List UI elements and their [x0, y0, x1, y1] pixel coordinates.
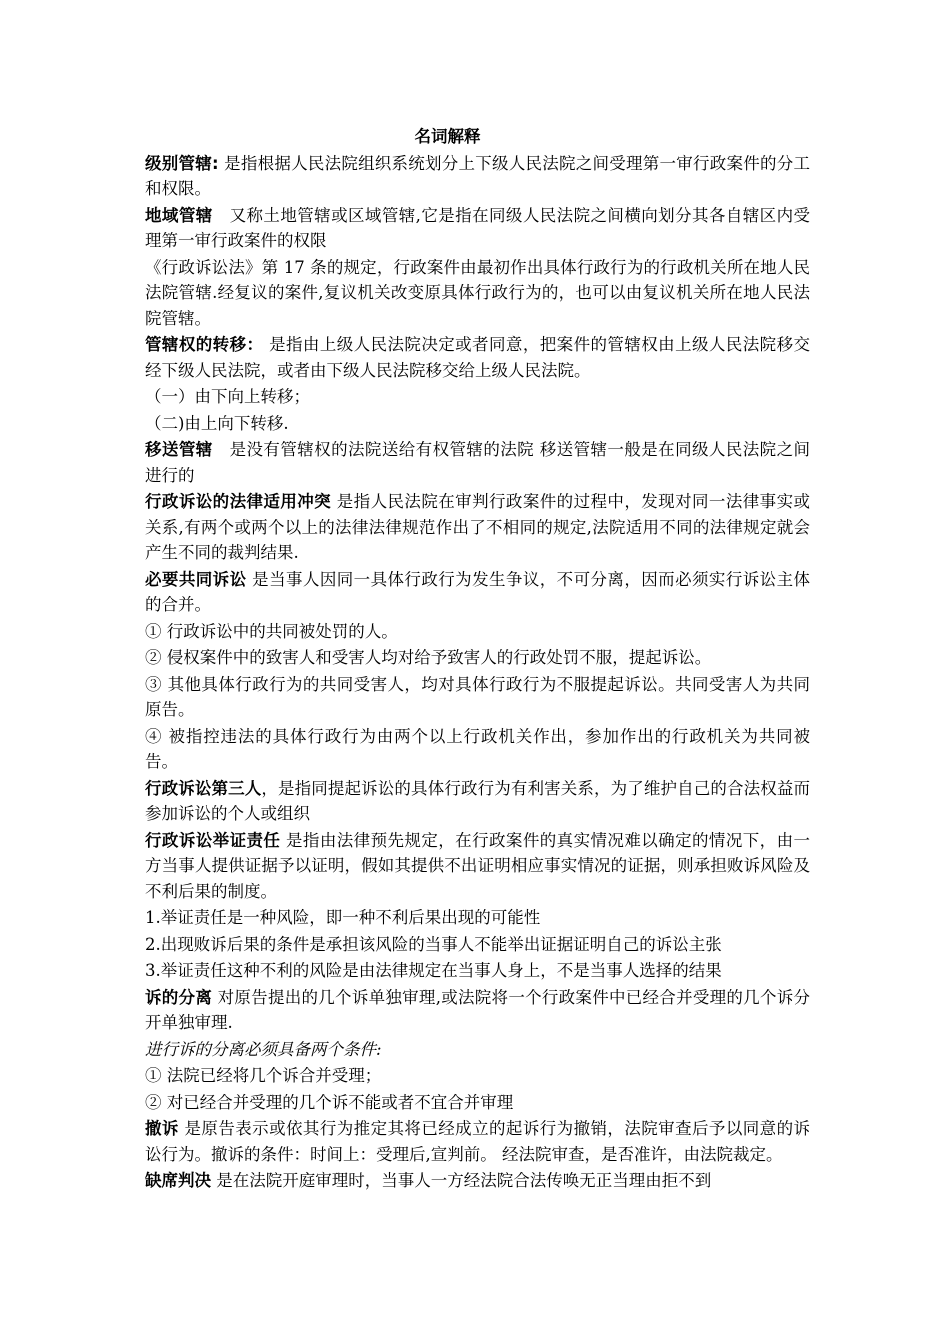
paragraph-text: 是指人民法院在审判行政案件的过程中，发现对同一法律事实或关系,有两个或两个以上的法律法律规范作出了不相同的规定,法院适用不同的法律规定就会产生不同的裁判结果. — [145, 492, 811, 562]
document-body — [145, 151, 810, 1194]
paragraph-text: 是指根据人民法院组织系统划分上下级人民法院之间受理第一审行政案件的分工和权限。 — [145, 153, 810, 198]
paragraph-text: 1.举证责任是一种风险，即一种不利后果出现的可能性 — [145, 908, 541, 927]
term-label: 地域管辖 — [145, 205, 213, 225]
paragraph-text: ① 行政诉讼中的共同被处罚的人。 — [145, 621, 398, 641]
paragraph-text: 3.举证责任这种不利的风险是由法律规定在当事人身上，不是当事人选择的结果 — [145, 961, 722, 980]
term-label: 诉的分离 — [145, 987, 213, 1007]
document-page — [145, 124, 810, 1195]
paragraph — [145, 203, 810, 254]
term-label: 缺席判决 — [145, 1171, 211, 1190]
term-label: 行政诉讼的法律适用冲突 — [145, 492, 332, 511]
term-label: 移送管辖 — [145, 440, 213, 459]
paragraph — [145, 932, 810, 958]
paragraph — [145, 567, 810, 618]
term-label: 级别管辖: — [145, 153, 219, 173]
paragraph — [145, 905, 810, 931]
term-label: 行政诉讼举证责任 — [145, 830, 281, 850]
paragraph-text: 是原告表示或依其行为推定其将已经成立的起诉行为撤销，法院审查后予以同意的诉讼行为。撤诉的条件：时间上：受理后,宣判前。 经法院审查，是否准许，由法院裁定。 — [145, 1119, 811, 1164]
paragraph — [145, 645, 810, 671]
paragraph — [145, 437, 810, 488]
paragraph-text: 是当事人因同一具体行政行为发生争议，不可分离，因而必须实行诉讼主体的合并。 — [145, 569, 810, 614]
paragraph-text: 《行政诉讼法》第 17 条的规定，行政案件由最初作出具体行政行为的行政机关所在地人民法院管辖.经复议的案件,复议机关改变原具体行政行为的，也可以由复议机关所在地人民法院管辖。 — [145, 257, 810, 328]
term-label: 必要共同诉讼 — [145, 569, 247, 589]
paragraph-text: 是在法院开庭审理时，当事人一方经法院合法传唤无正当理由拒不到 — [211, 1171, 712, 1190]
paragraph — [145, 985, 810, 1036]
paragraph — [145, 776, 810, 827]
paragraph — [145, 1037, 810, 1063]
paragraph-text: ② 侵权案件中的致害人和受害人均对给予致害人的行政处罚不服，提起诉讼。 — [145, 648, 712, 667]
paragraph — [145, 672, 810, 723]
paragraph — [145, 411, 810, 437]
paragraph — [145, 255, 810, 332]
paragraph-text: ④ 被指控违法的具体行政行为由两个以上行政机关作出，参加作出的行政机关为共同被告。 — [145, 726, 810, 771]
paragraph — [145, 489, 810, 566]
term-label: 管辖权的转移： — [145, 335, 264, 354]
paragraph — [145, 619, 810, 645]
term-label: 撤诉 — [145, 1119, 179, 1138]
paragraph-text: ② 对已经合并受理的几个诉不能或者不宜合并审理 — [145, 1092, 514, 1112]
paragraph-text: 对原告提出的几个诉单独审理,或法院将一个行政案件中已经合并受理的几个诉分开单独审理. — [145, 987, 810, 1032]
paragraph — [145, 1168, 810, 1194]
paragraph-text: 又称土地管辖或区域管辖,它是指在同级人民法院之间横向划分其各自辖区内受理第一审行政案件的权限 — [145, 205, 811, 250]
paragraph — [145, 332, 810, 383]
paragraph-text: ③ 其他具体行政行为的共同受害人，均对具体行政行为不服提起诉讼。共同受害人为共同原告。 — [145, 674, 810, 719]
paragraph-text: （一）由下向上转移； — [145, 387, 310, 406]
paragraph-text: ① 法院已经将几个诉合并受理； — [145, 1066, 382, 1085]
paragraph — [145, 384, 810, 410]
paragraph-text: （二)由上向下转移. — [145, 413, 289, 433]
paragraph — [145, 1090, 810, 1116]
page-title: 名词解释 — [414, 127, 481, 146]
paragraph-text: ，是指同提起诉讼的具体行政行为有利害关系，为了维护自己的合法权益而参加诉讼的个人或组织 — [145, 778, 811, 823]
paragraph-text: 是指由法律预先规定，在行政案件的真实情况难以确定的情况下，由一方当事人提供证据予以证明，假如其提供不出证明相应事实情况的证据，则承担败诉风险及不利后果的制度。 — [145, 830, 811, 901]
paragraph — [145, 151, 810, 202]
paragraph-text: 是指由上级人民法院决定或者同意，把案件的管辖权由上级人民法院移交经下级人民法院，或者由下级人民法院移交给上级人民法院。 — [145, 335, 811, 380]
paragraph — [145, 1116, 810, 1167]
paragraph-text: 2.出现败诉后果的条件是承担该风险的当事人不能举出证据证明自己的诉讼主张 — [145, 934, 722, 954]
term-label: 行政诉讼第三人 — [145, 778, 262, 798]
paragraph — [145, 724, 810, 775]
paragraph-text: 进行诉的分离必须具备两个条件: — [145, 1039, 382, 1059]
paragraph — [145, 958, 810, 984]
paragraph — [145, 828, 810, 905]
paragraph-text: 是没有管辖权的法院送给有权管辖的法院 移送管辖一般是在同级人民法院之间进行的 — [145, 440, 811, 485]
paragraph — [145, 1063, 810, 1089]
